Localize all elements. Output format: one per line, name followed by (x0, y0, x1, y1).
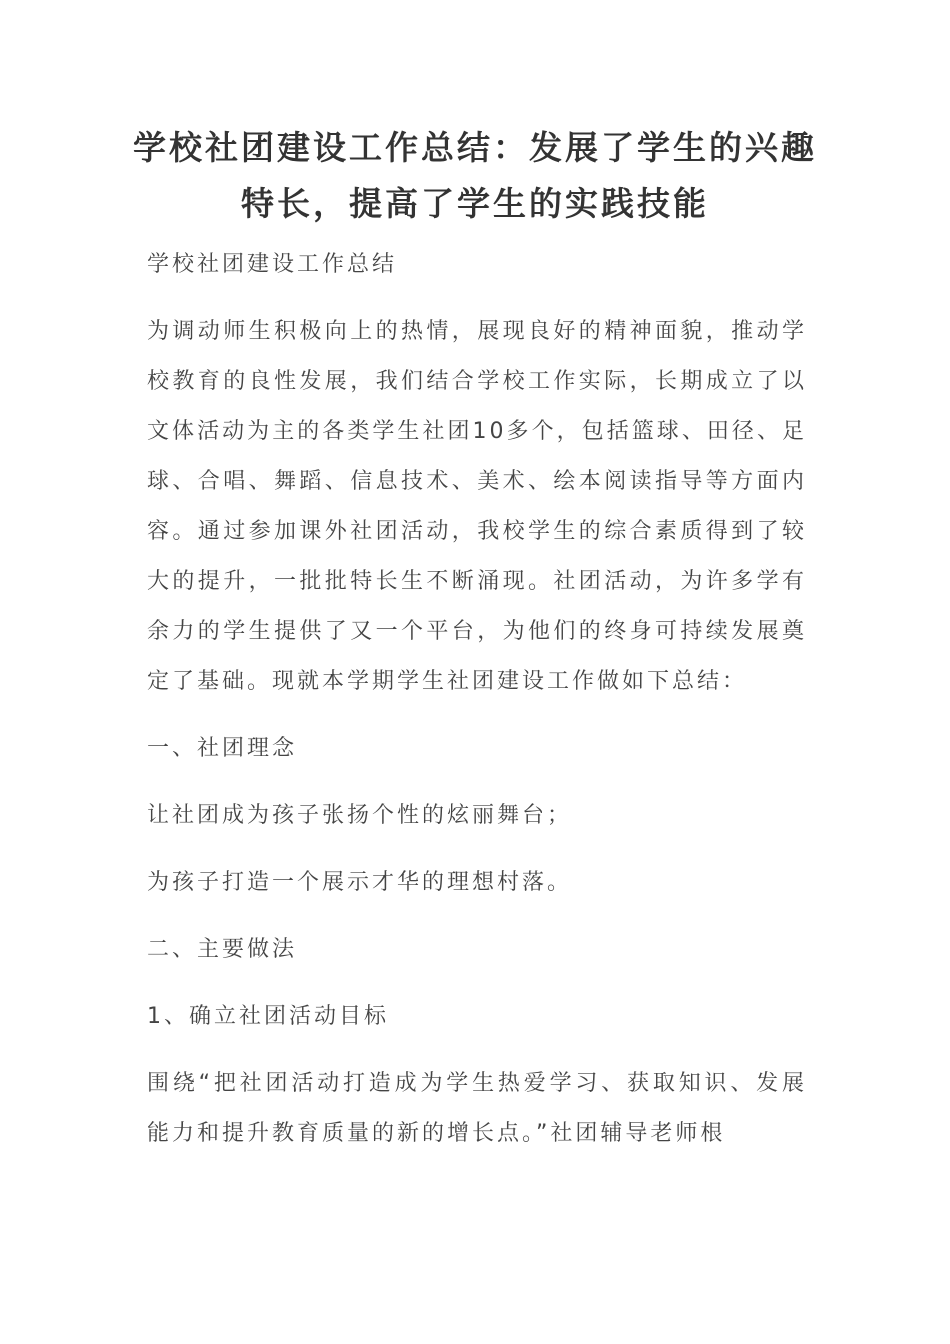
intro-paragraph: 为调动师生积极向上的热情，展现良好的精神面貌，推动学校教育的良性发展，我们结合学校工作实际，长期成立了以文体活动为主的各类学生社团10多个，包括篮球、田径、足球、合唱、舞蹈、信息技术、美术、绘本阅读指导等方面内容。通过参加课外社团活动，我校学生的综合素质得到了较大的提升，一批批特长生不断涌现。社团活动，为许多学有余力的学生提供了又一个平台，为他们的终身可持续发展奠定了基础。现就本学期学生社团建设工作做如下总结： (147, 319, 807, 694)
document-title: 学校社团建设工作总结：发展了学生的兴趣特长，提高了学生的实践技能 (133, 128, 817, 223)
philosophy-line-1: 让社团成为孩子张扬个性的炫丽舞台； (147, 803, 573, 828)
section-heading-philosophy: 一、社团理念 (147, 736, 298, 761)
document-body (147, 240, 807, 1176)
philosophy-line-2: 为孩子打造一个展示才华的理想村落。 (147, 870, 573, 895)
subtitle-paragraph: 学校社团建设工作总结 (147, 252, 398, 277)
section-heading-practices: 二、主要做法 (147, 937, 298, 962)
subsection-heading-goals: 1、确立社团活动目标 (147, 1004, 389, 1029)
goals-paragraph: 围绕“把社团活动打造成为学生热爱学习、获取知识、发展能力和提升教育质量的新的增长点。”社团辅导老师根 (147, 1071, 807, 1146)
